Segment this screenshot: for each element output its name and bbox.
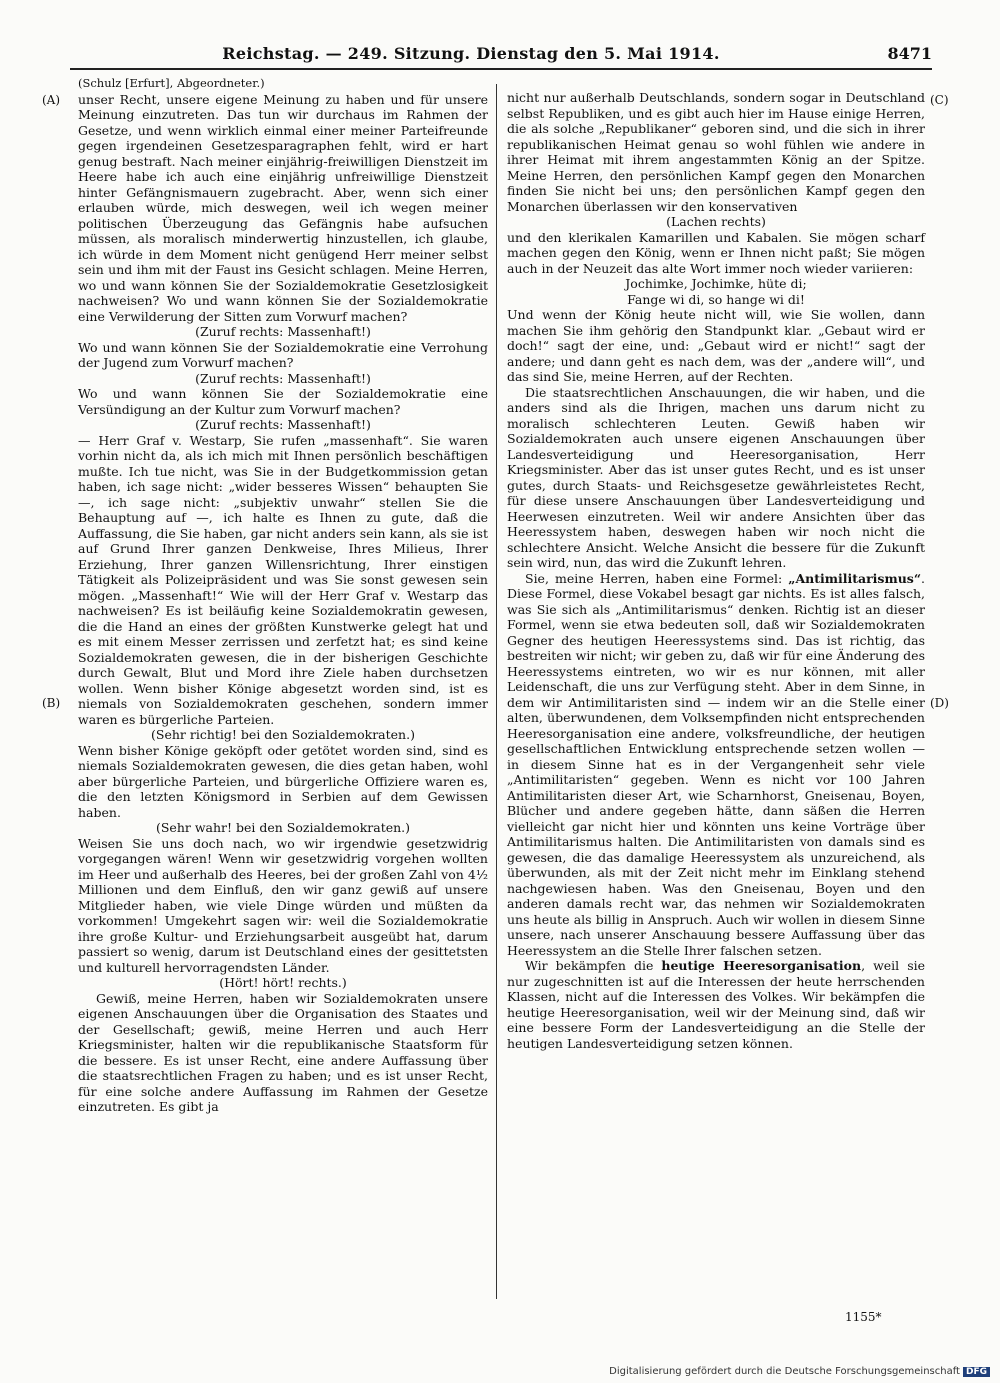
margin-marker-c: (C) — [930, 93, 949, 107]
paragraph: Wo und wann können Sie der Sozialdemokratie eine Versündigung an der Kultur zum Vorwurf machen? — [78, 386, 488, 417]
interjection: (Sehr richtig! bei den Sozialdemokraten.) — [151, 727, 415, 742]
speaker-note: (Schulz [Erfurt], Abgeordneter.) — [78, 76, 265, 90]
interjection: (Zuruf rechts: Massenhaft!) — [195, 370, 371, 386]
page-number: 8471 — [887, 44, 932, 63]
interjection: (Zuruf rechts: Massenhaft!) — [195, 417, 371, 432]
text-run: Sie, meine Herren, haben eine Formel: — [525, 570, 789, 586]
text-run: Wir bekämpfen die — [525, 958, 662, 973]
signature-mark: 1155* — [845, 1310, 882, 1324]
paragraph: und den klerikalen Kamarillen und Kabalen. Sie mögen scharf machen gegen den König, wenn er Ihnen nicht paßt; Sie mögen auch in der Neuzeit das alte Wort immer noch wieder variieren: — [507, 229, 925, 276]
paragraph: Wo und wann können Sie der Sozialdemokratie eine Verrohung der Jugend zum Vorwurf machen? — [78, 339, 488, 370]
verse-line: Jochimke, Jochimke, hüte di; — [625, 276, 807, 291]
paragraph — [507, 571, 925, 959]
header-rule — [70, 68, 932, 70]
paragraph: Und wenn der König heute nicht will, wie Sie wollen, dann machen Sie ihm gehörig den Standpunkt klar. „Gebaut wird er doch!“ sagt der eine, und: „Gebaut wird er nicht!“ sagt der andere; und dann geht es nach dem, was der „andere will“, und das sind Sie, meine Herren, auf der Rechten. — [507, 307, 925, 384]
text-run: , weil sie nur zugeschnitten ist auf die Interessen der heute herrschenden Klassen, nicht auf die Interessen des Volkes. Wir bekämpfen die heutige Heeresorganisation, weil wir der Meinung sind, daß wir eine bessere Form der Landesverteidigung an die Stelle der heutigen Landesverteidigung setzen können. — [507, 958, 925, 1051]
paragraph: unser Recht, unsere eigene Meinung zu haben und für unsere Meinung einzutreten. Das tun wir durchaus im Rahmen der Gesetze, und wenn wirklich einmal einer meiner Parteifreunde gegen irgendeinen Gesetzesparagraphen fehlt, wird er hart genug bestraft. Nach meiner einjährig-freiwilligen Dienstzeit im Heere habe ich auch eine einjährig unfreiwillige Dienstzeit hinter Gefängnismauern zugebracht. Aber, wenn sich einer erlauben würde, mich deswegen, weil ich wegen meiner politischen Überzeugung das Gefängnis habe aufsuchen müssen, als moralisch minderwertig hinzustellen, ich glaube, ich würde in dem Moment nicht genügend Herr meiner selbst sein und ihm mit der Faust ins Gesicht schlagen. Meine Herren, wo und wann können Sie der Sozialdemokratie Gesetzlosigkeit nachweisen? Wo und wann können Sie der Sozialdemokratie eine Verwilderung der Sitten zum Vorwurf machen? — [78, 91, 488, 324]
running-title: Reichstag. — 249. Sitzung. Dienstag den 5. Mai 1914. — [222, 44, 720, 63]
paragraph: Weisen Sie uns doch nach, wo wir irgendwie gesetzwidrig vorgegangen wären! Wenn wir gesetzwidrig vorgehen wollten im Heer und außerhalb des Heeres, bei der großen Zahl von 4½ Millionen und dem Einfluß, den wir ganz gewiß auf unsere Mitglieder haben, wie viele Dinge würden und müßten da vorkommen! Umgekehrt sagen wir: weil die Sozialdemokratie ihre große Kultur- und Erziehungsarbeit ausgeübt hat, darum passiert so wenig, darum ist Deutschland eines der gesittetsten und kulturell hervorragendsten Länder. — [78, 835, 488, 975]
digitization-note — [609, 1366, 990, 1377]
text-run: . Diese Formel, diese Vokabel besagt gar nichts. Es ist alles falsch, was Sie sich als „Antimilitarismus“ denken. Richtig ist an dieser Formel, wenn sie etwa bedeuten soll, daß wir Sozialdemokraten Gegner des heutigen Heeressystems sind. Das ist richtig, das bestreiten wir nicht; wir geben zu, daß wir für eine Änderung des Heeressystems eintreten, wo wir es nur können, mit aller Leidenschaft, die uns zur Verfügung steht. Aber in dem Sinne, in dem wir Antimilitaristen sind — indem wir an die Stelle einer alten, überwundenen, dem Volksempfinden nicht entsprechenden Heeresorganisation eine andere, volksfreundliche, der heutigen gesellschaftlichen Entwicklung entsprechende setzen wollen — in diesem Sinne hat es in der Vergangenheit sehr viele „Antimilitaristen“ gegeben. Wenn es nicht vor 100 Jahren Antimilitaristen dieser Art, wie Scharnhorst, Gneisenau, Boyen, Blücher und andere gegeben hätte, dann säßen die Herren vielleicht gar nicht hier und könnten uns keine Vorträge über Antimilitarismus halten. Die Antimilitaristen von damals sind es gewesen, die das damalige Heeressystem als unzureichend, als überwunden, als mit der Zeit nicht mehr im Einklang stehend nachgewiesen haben. Was den Gneisenau, Boyen und den anderen damals recht war, das nehmen wir Sozialdemokraten uns heute als billig in Anspruch. Auch wir wollen in diesem Sinne unsere, nach unserer Anschauung bessere Auffassung über das Heeressystem an die Stelle Ihrer falschen setzen. — [507, 570, 925, 958]
margin-marker-b: (B) — [42, 696, 61, 710]
left-column — [78, 76, 488, 1115]
column-divider — [496, 84, 497, 1299]
paragraph: nicht nur außerhalb Deutschlands, sondern sogar in Deutschland selbst Republiken, und es gibt auch hier im Hause einige Herren, die als solche „Republikaner“ geboren sind, und die sich in ihrer republikanischen Heimat genau so wohl fühlen wie andere in ihrer Heimat mit ihrem angestammten König an der Spitze. Meine Herren, den persönlichen Kampf gegen den Monarchen finden Sie nicht bei uns; den persönlichen Kampf gegen den Monarchen überlassen wir den konservativen — [507, 90, 925, 214]
paragraph: Gewiß, meine Herren, haben wir Sozialdemokraten unsere eigenen Anschauungen über die Organisation des Staates und der Gesellschaft; gewiß, meine Herren und auch Herr Kriegsminister, halten wir die republikanische Staatsform für die bessere. Es ist unser Recht, eine andere Auffassung über die staatsrechtlichen Fragen zu haben; und es ist unser Recht, für eine solche andere Auffassung im Rahmen der Gesetze einzutreten. Es gibt ja — [78, 990, 488, 1114]
paragraph: Wenn bisher Könige geköpft oder getötet worden sind, sind es niemals Sozialdemokraten gewesen, die dies getan haben, wohl aber bürgerliche Parteien, und bürgerliche Offiziere waren es, die den letzten Königsmord in Serbien auf dem Gewissen haben. — [78, 742, 488, 820]
emphasis: „Antimilitarismus“ — [788, 570, 922, 586]
right-column — [507, 90, 925, 1051]
interjection: (Hört! hört! rechts.) — [219, 975, 347, 990]
paragraph: — Herr Graf v. Westarp, Sie rufen „massenhaft“. Sie waren vorhin nicht da, als ich mich mit Ihnen persönlich beschäftigen mußte. Ich tue nicht, was Sie in der Budgetkommission getan haben, ich sage nicht: „wider besseres Wissen“ behaupten Sie —, ich sage nicht: „subjektiv unwahr“ stellen Sie die Behauptung auf —, ich halte es Ihnen zu gute, daß die Auffassung, die Sie haben, gar nicht anders sein kann, als sie ist auf Grund Ihrer ganzen Denkweise, Ihres Milieus, Ihrer Erziehung, Ihrer ganzen Willensrichtung, Ihrer einstigen Tätigkeit als Polizeipräsident und was Sie sonst gewesen sein mögen. „Massenhaft!“ Wie will der Herr Graf v. Westarp das nachweisen? Es ist beiläufig keine Sozialdemokratin gewesen, die die Hand an eines der größten Kunstwerke gelegt hat und es mit einem Messer zerrissen und zerfetzt hat; es sind keine Sozialdemokraten gewesen, die in der bisherigen Geschichte durch Gewalt, Blut und Mord ihre Ziele haben durchsetzen wollen. Wenn bisher Könige abgesetzt worden sind, ist es niemals von Sozialdemokraten geschehen, sondern immer waren es bürgerliche Parteien. — [78, 432, 488, 727]
margin-marker-a: (A) — [42, 93, 61, 107]
interjection: (Lachen rechts) — [666, 214, 766, 229]
verse-line: Fange wi di, so hange wi di! — [627, 291, 805, 307]
emphasis: heutige Heeresorganisation — [661, 958, 862, 973]
paragraph: Die staatsrechtlichen Anschauungen, die wir haben, und die anders sind als die Ihrigen, machen uns darum nicht zu moralisch schlechteren Leuten. Gewiß haben wir Sozialdemokraten auch unsere eigenen Anschauungen über Landesverteidigung und Heeresorganisation, Herr Kriegsminister. Aber das ist unser gutes Recht, und es ist unser gutes, durch Staats- und Reichsgesetze gewährleistetes Recht, für diese unsere Anschauungen über Landesverteidigung und Heerwesen einzutreten. Weil wir andere Ansichten über das Heeressystem haben, deswegen haben wir noch nicht die schlechtere Ansicht. Welche Ansicht die bessere für die Zukunft sein wird, nun, das wird die Zukunft lehren. — [507, 384, 925, 570]
interjection: (Zuruf rechts: Massenhaft!) — [195, 324, 371, 339]
margin-marker-d: (D) — [930, 696, 949, 710]
paragraph — [507, 958, 925, 1051]
digitization-text: Digitalisierung gefördert durch die Deutsche Forschungsgemeinschaft — [609, 1366, 960, 1377]
interjection: (Sehr wahr! bei den Sozialdemokraten.) — [155, 820, 411, 835]
dfg-logo: DFG — [963, 1367, 990, 1377]
